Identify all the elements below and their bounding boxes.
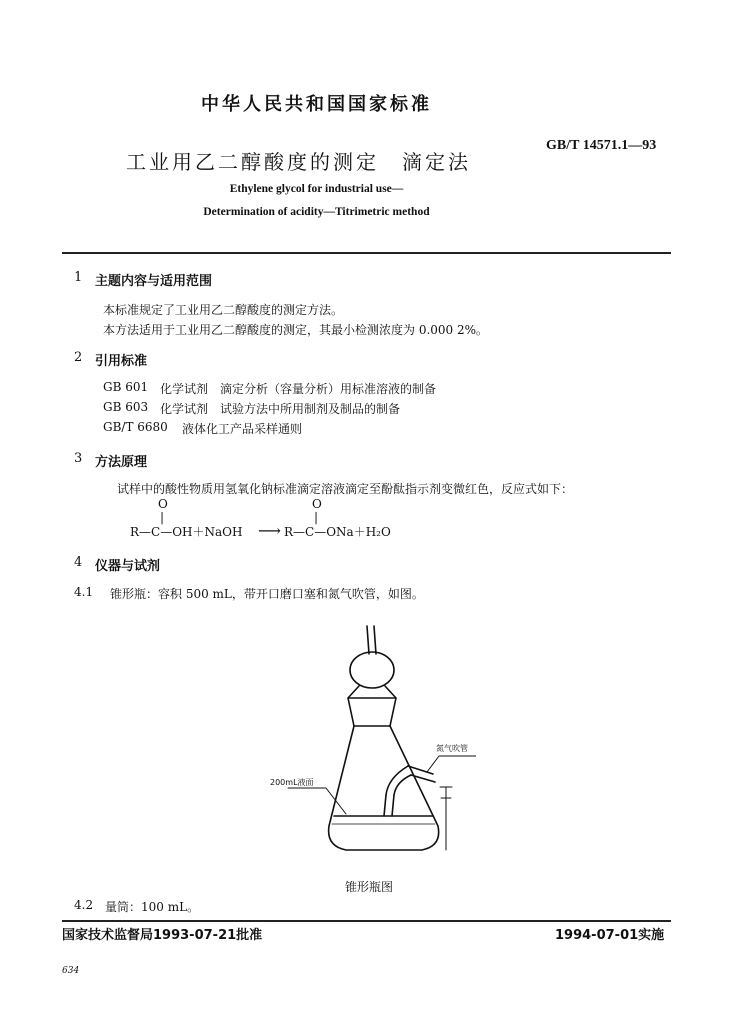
carbonyl-oxygen-right: O <box>312 497 322 511</box>
reference-code: GB/T 6680 <box>103 420 168 434</box>
section-1-paragraph-1: 本标准规定了工业用乙二醇酸度的测定方法。 <box>103 303 344 317</box>
item-4-1-text: 锥形瓶：容积 500 mL，带开口磨口塞和氮气吹管，如图。 <box>110 587 424 601</box>
section-1-paragraph-2: 本方法适用于工业用乙二醇酸度的测定，其最小检测浓度为 0.000 2%。 <box>103 323 489 337</box>
implementation-date: 1994-07-01实施 <box>555 928 665 943</box>
section-4-title: 仪器与试剂 <box>95 559 161 574</box>
double-bond-right: | <box>314 510 319 524</box>
reaction-arrow: ⟶ <box>258 521 281 540</box>
conical-flask-drawing <box>288 626 476 850</box>
reference-code: GB 601 <box>103 380 149 394</box>
carbonyl-oxygen-left: O <box>158 497 168 511</box>
item-4-2-number: 4.2 <box>74 898 94 912</box>
reference-title: 液体化工产品采样通则 <box>182 422 303 436</box>
nitrogen-tube-label: 氮气吹管 <box>436 744 468 753</box>
figure-caption: 锥形瓶图 <box>345 880 394 894</box>
products: R—C—ONa＋H₂O <box>284 525 391 539</box>
document-title-en-line1: Ethylene glycol for industrial use— <box>229 183 404 195</box>
double-bond-left: | <box>160 510 165 524</box>
reactants: R—C—OH＋NaOH <box>130 525 243 539</box>
footer-divider <box>62 920 671 922</box>
document-title-en-line2: Determination of acidity—Titrimetric method <box>203 206 430 218</box>
page-number: 634 <box>62 966 80 976</box>
section-1-title: 主题内容与适用范围 <box>95 274 213 289</box>
section-3-paragraph: 试样中的酸性物质用氢氧化钠标准滴定溶液滴定至酚酞指示剂变微红色，反应式如下： <box>117 482 574 496</box>
reference-title: 化学试剂 滴定分析（容量分析）用标准溶液的制备 <box>160 382 437 396</box>
section-4-number: 4 <box>74 555 83 570</box>
reaction-equation <box>130 497 420 545</box>
approval-date: 国家技术监督局1993-07-21批准 <box>62 928 263 943</box>
item-4-2-text: 量筒：100 mL。 <box>105 900 200 914</box>
section-2-number: 2 <box>74 350 83 365</box>
liquid-level-label: 200mL液面 <box>270 778 314 787</box>
section-3-title: 方法原理 <box>95 455 148 470</box>
section-1-number: 1 <box>74 270 83 285</box>
document-title-zh: 工业用乙二醇酸度的测定 滴定法 <box>126 150 471 174</box>
reference-title: 化学试剂 试验方法中所用制剂及制品的制备 <box>160 402 401 416</box>
header-divider <box>62 252 671 254</box>
conical-flask-figure <box>236 620 476 878</box>
standard-code: GB/T 14571.1—93 <box>546 138 657 153</box>
reference-code: GB 603 <box>103 400 149 414</box>
item-4-1-number: 4.1 <box>74 585 94 599</box>
section-2-title: 引用标准 <box>95 354 148 369</box>
org-title: 中华人民共和国国家标准 <box>201 94 432 115</box>
section-3-number: 3 <box>74 451 83 466</box>
